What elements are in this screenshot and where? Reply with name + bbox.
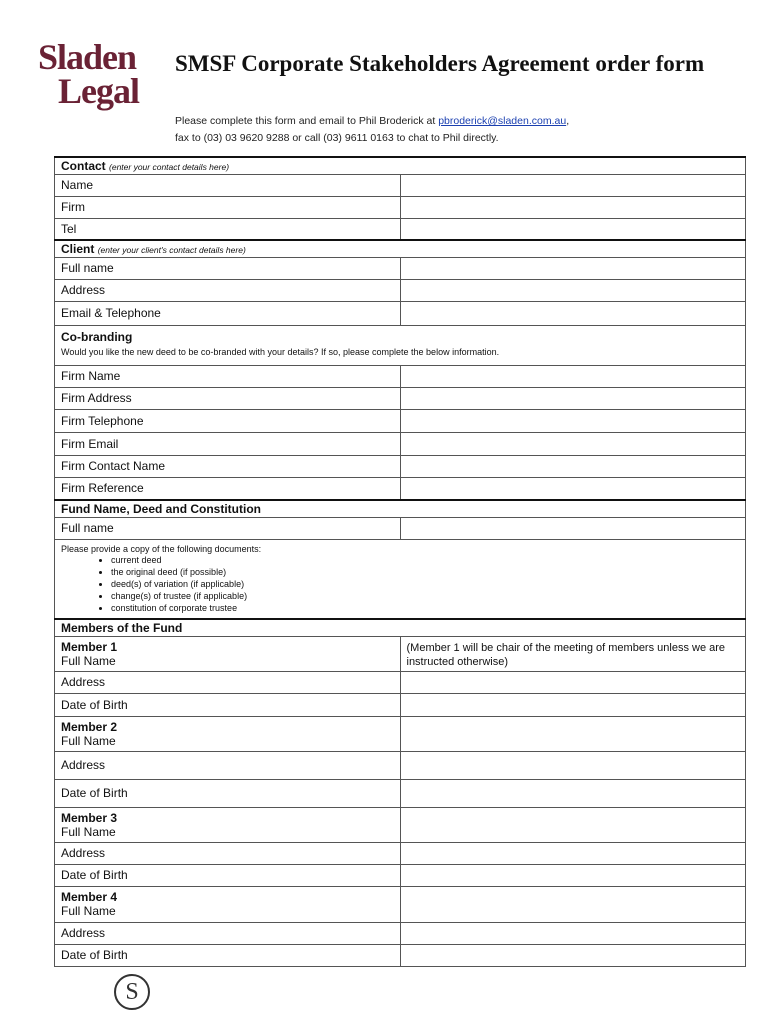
contact-heading: Contact: [61, 159, 106, 174]
firm-telephone-input[interactable]: [400, 409, 746, 432]
logo-line-1: Sladen: [38, 37, 137, 77]
field-label: Firm Email: [55, 432, 401, 455]
field-label: Date of Birth: [55, 693, 401, 716]
documents-list: [61, 554, 739, 614]
sladen-seal-icon: S: [114, 974, 150, 1010]
member-1-full-name-input[interactable]: [400, 636, 746, 671]
contact-section-header: [55, 157, 746, 174]
cobranding-description: Would you like the new deed to be co-branded with your details? If so, please complete the below information.: [61, 346, 500, 357]
full-name-label: Full Name: [61, 733, 116, 748]
field-label: Address: [55, 842, 401, 864]
firm-email-input[interactable]: [400, 432, 746, 455]
list-item: • change(s) of trustee (if applicable): [111, 590, 739, 602]
member-1-note: (Member 1 will be chair of the meeting of members unless we are instructed otherwise): [406, 641, 726, 668]
field-label: Full name: [55, 257, 401, 279]
member-3-full-name-input[interactable]: [400, 807, 746, 842]
form-row: [55, 301, 746, 325]
full-name-label: Full Name: [61, 824, 116, 839]
form-row: [55, 477, 746, 500]
form-row: [55, 365, 746, 387]
list-item: • constitution of corporate trustee: [111, 602, 739, 614]
full-name-label: Full Name: [61, 653, 116, 668]
email-link[interactable]: pbroderick@sladen.com.au: [438, 115, 567, 127]
field-label: Firm Telephone: [55, 409, 401, 432]
form-row: [55, 279, 746, 301]
form-row: [55, 671, 746, 693]
intro-prefix: Please complete this form and email to Phil Broderick at: [175, 115, 439, 127]
client-email-telephone-input[interactable]: [400, 301, 746, 325]
member-3-dob-input[interactable]: [400, 864, 746, 886]
form-row: [55, 864, 746, 886]
form-row: [55, 196, 746, 218]
form-row: [55, 174, 746, 196]
form-row: [55, 922, 746, 944]
client-heading: Client: [61, 242, 95, 257]
member-3-label: [55, 807, 401, 842]
form-row: [55, 842, 746, 864]
form-row: [55, 455, 746, 477]
members-section-header: [55, 619, 746, 636]
field-label: Firm Contact Name: [55, 455, 401, 477]
firm-reference-input[interactable]: [400, 477, 746, 500]
intro-line-1: [175, 115, 569, 127]
member-2-address-input[interactable]: [400, 751, 746, 779]
cobranding-heading: Co-branding: [61, 329, 133, 344]
member-4-address-input[interactable]: [400, 922, 746, 944]
firm-address-input[interactable]: [400, 387, 746, 409]
field-label: Firm: [55, 196, 401, 218]
field-label: Firm Reference: [55, 477, 401, 500]
client-full-name-input[interactable]: [400, 257, 746, 279]
member-1-dob-input[interactable]: [400, 693, 746, 716]
member-3-address-input[interactable]: [400, 842, 746, 864]
member-2-dob-input[interactable]: [400, 779, 746, 807]
member-1-address-input[interactable]: [400, 671, 746, 693]
form-row: [55, 636, 746, 671]
field-label: Address: [55, 751, 401, 779]
field-label: Address: [55, 671, 401, 693]
form-row: [55, 387, 746, 409]
logo-line-2: Legal: [58, 71, 139, 111]
fund-full-name-input[interactable]: [400, 517, 746, 539]
fund-documents-row: [55, 539, 746, 619]
member-4-dob-input[interactable]: [400, 944, 746, 966]
field-label: Date of Birth: [55, 864, 401, 886]
list-item: • deed(s) of variation (if applicable): [111, 578, 739, 590]
firm-name-input[interactable]: [400, 365, 746, 387]
fund-heading: Fund Name, Deed and Constitution: [55, 500, 746, 517]
contact-hint: (enter your contact details here): [109, 162, 230, 173]
field-label: Tel: [55, 218, 401, 240]
contact-tel-input[interactable]: [400, 218, 746, 240]
field-label: Email & Telephone: [55, 301, 401, 325]
documents-intro: Please provide a copy of the following documents:: [61, 543, 262, 554]
fund-section-header: [55, 500, 746, 517]
form-row: [55, 257, 746, 279]
field-label: Firm Address: [55, 387, 401, 409]
form-row: [55, 218, 746, 240]
page-title: SMSF Corporate Stakeholders Agreement order form: [175, 51, 705, 76]
form-row: [55, 716, 746, 751]
intro-suffix: ,: [566, 115, 570, 127]
member-title: Member 3: [61, 810, 118, 825]
client-hint: (enter your client's contact details here): [97, 245, 246, 256]
field-label: Name: [55, 174, 401, 196]
form-row: [55, 693, 746, 716]
intro-line-2: fax to (03) 03 9620 9288 or call (03) 9611 0163 to chat to Phil directly.: [175, 132, 499, 144]
member-4-full-name-input[interactable]: [400, 886, 746, 922]
member-1-label: [55, 636, 401, 671]
form-row: [55, 886, 746, 922]
members-heading: Members of the Fund: [55, 619, 746, 636]
form-row: [55, 779, 746, 807]
sladen-legal-logo: [38, 37, 158, 111]
field-label: Full name: [55, 517, 401, 539]
firm-contact-name-input[interactable]: [400, 455, 746, 477]
member-4-label: [55, 886, 401, 922]
cobranding-section-header: [55, 325, 746, 365]
field-label: Firm Name: [55, 365, 401, 387]
member-2-label: [55, 716, 401, 751]
form-row: [55, 751, 746, 779]
member-2-full-name-input[interactable]: [400, 716, 746, 751]
member-title: Member 1: [61, 639, 118, 654]
client-section-header: [55, 240, 746, 257]
form-row: [55, 409, 746, 432]
contact-firm-input[interactable]: [400, 196, 746, 218]
form-row: [55, 517, 746, 539]
member-title: Member 4: [61, 890, 118, 904]
field-label: Address: [55, 922, 401, 944]
field-label: Address: [55, 279, 401, 301]
list-item: • current deed: [111, 554, 739, 566]
form-row: [55, 807, 746, 842]
full-name-label: Full Name: [61, 904, 116, 918]
contact-name-input[interactable]: [400, 174, 746, 196]
member-title: Member 2: [61, 719, 118, 734]
form-row: [55, 944, 746, 966]
field-label: Date of Birth: [55, 944, 401, 966]
field-label: Date of Birth: [55, 779, 401, 807]
order-form-table: [54, 156, 746, 967]
client-address-input[interactable]: [400, 279, 746, 301]
form-row: [55, 432, 746, 455]
list-item: • the original deed (if possible): [111, 566, 739, 578]
